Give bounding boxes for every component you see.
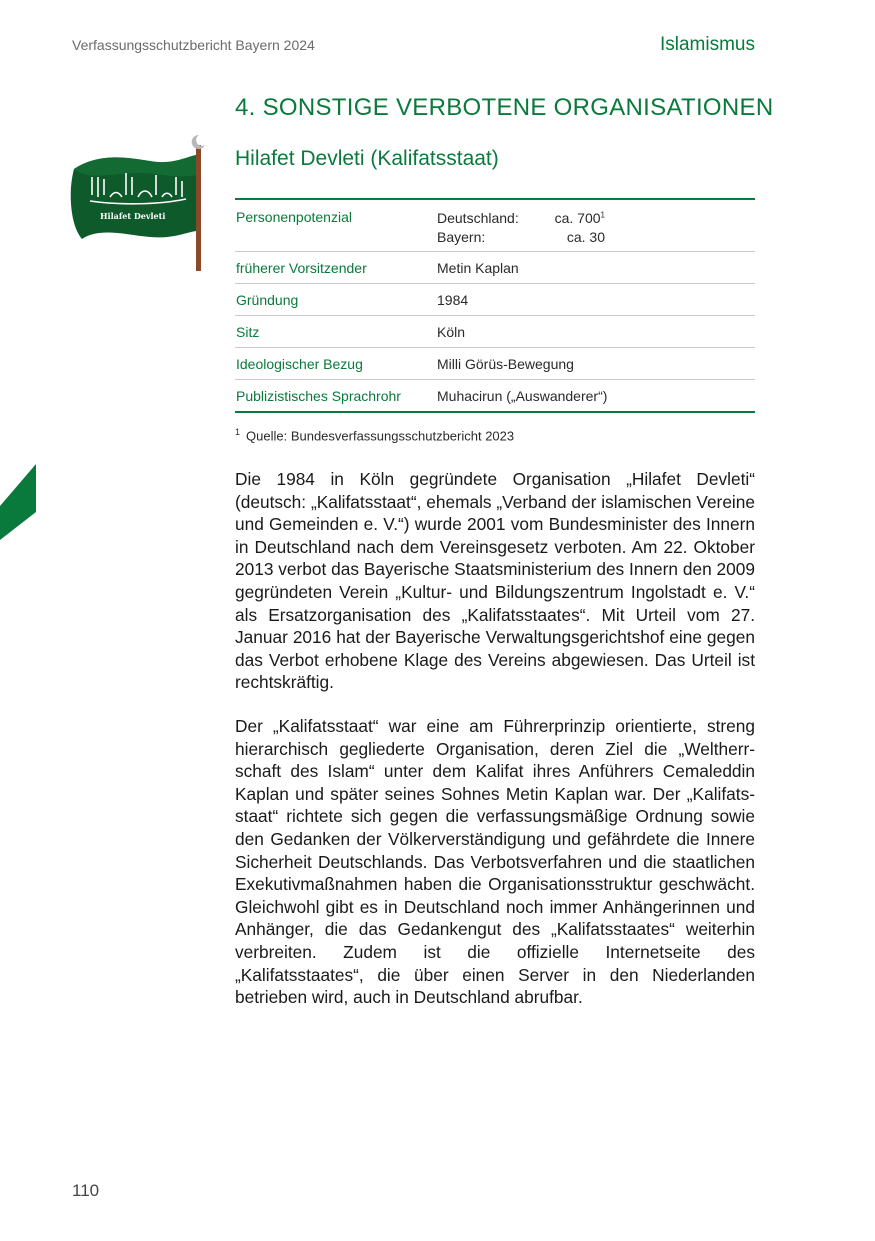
organisation-title: Hilafet Devleti (Kalifatsstaat)	[235, 147, 499, 170]
flag-icon	[68, 135, 216, 275]
footnote-ref: 1	[600, 210, 605, 220]
row-label: früherer Vorsitzender	[236, 259, 367, 276]
info-table	[235, 198, 755, 413]
row-label: Ideologischer Bezug	[236, 355, 363, 372]
crescent-icon	[192, 135, 205, 149]
table-row	[235, 316, 755, 348]
row-value: Metin Kaplan	[437, 259, 519, 276]
pp-bavaria: Bayern: ca. 30	[437, 229, 605, 245]
section-title: 4. SONSTIGE VERBOTENE ORGANISATIONEN	[235, 94, 774, 121]
table-row	[235, 252, 755, 284]
running-header: Verfassungsschutzbericht Bayern 2024	[72, 37, 315, 53]
chapter-header: Islamismus	[659, 34, 755, 55]
footnote-number: 1	[235, 427, 241, 437]
paragraph: Der „Kalifatsstaat“ war eine am Führerprinzip orientierte, streng hierarchisch gegliederte Organisation, deren Ziel die „Weltherrschaft des Islam“ unter dem Kalifat ihres Anführers Cemaleddin Kaplan und später seines Sohnes Metin Kaplan war. Der „Kalifatsstaat“ richtete sich gegen die verfassungsmäßige Ordnung sowie den Gedanken der Völkerverständigung und gefährdete die Innere Sicherheit Deutschlands. Das Verbotsverfahren und die staatlichen Exekutivmaßnahmen haben die Organisationsstruktur geschwächt. Gleichwohl gibt es in Deutschland noch immer Anhängerinnen und Anhänger, die das Gedankengut des „Kalifatsstaates“ weiterhin verbreiten. Zudem ist die offizielle Internetseite des „Kalifatsstaates“, die über einen Server in den Niederlanden betrieben wird, auch in Deutschland abrufbar.	[235, 716, 755, 1008]
paragraph: Die 1984 in Köln gegründete Organisation „Hilafet Devleti“ (deutsch: „Kalifatsstaat“, ehemals „Verband der islamischen Vereine und Gemeinden e. V.“) wurde 2001 vom Bundesminister des Innern in Deutschland nach dem Vereinsgesetz verboten. Am 22. Oktober 2013 verbot das Bayerische Staatsministerium des Innern den 2009 gegründeten Verein „Kultur- und Bildungszentrum Ingolstadt e. V.“ als Ersatzorganisation des „Kalifatsstaates“. Mit Urteil vom 27. Januar 2016 hat der Bayerische Verwaltungsgerichtshof eine gegen das Verbot erhobene Klage des Vereins abgewiesen. Das Urteil ist rechtskräftig.	[235, 469, 755, 693]
table-row	[235, 284, 755, 316]
row-label: Sitz	[236, 323, 260, 340]
flag-pole	[196, 145, 201, 271]
footnote	[235, 427, 514, 443]
row-value: Milli Görüs-Bewegung	[437, 355, 574, 372]
row-label: Publizistisches Sprachrohr	[236, 387, 401, 404]
row-label: Personenpotenzial	[236, 209, 352, 225]
table-row-personenpotenzial	[235, 200, 755, 252]
pp-germany: Deutschland: ca. $700^1$	[437, 210, 605, 226]
row-value: Köln	[437, 323, 466, 340]
flag-image	[68, 135, 216, 275]
row-value: 1984	[437, 291, 469, 308]
row-label: Gründung	[236, 291, 299, 308]
page-number: 110	[72, 1181, 100, 1200]
row-value: Muhacirun („Auswanderer“)	[437, 387, 608, 404]
table-row	[235, 380, 755, 411]
footnote-text: Quelle: Bundesverfassungsschutzbericht 2023	[246, 428, 515, 444]
table-row	[235, 348, 755, 380]
row-value	[437, 209, 755, 251]
flag-caption: Hilafet Devleti	[100, 211, 166, 221]
chapter-marker	[0, 464, 36, 540]
